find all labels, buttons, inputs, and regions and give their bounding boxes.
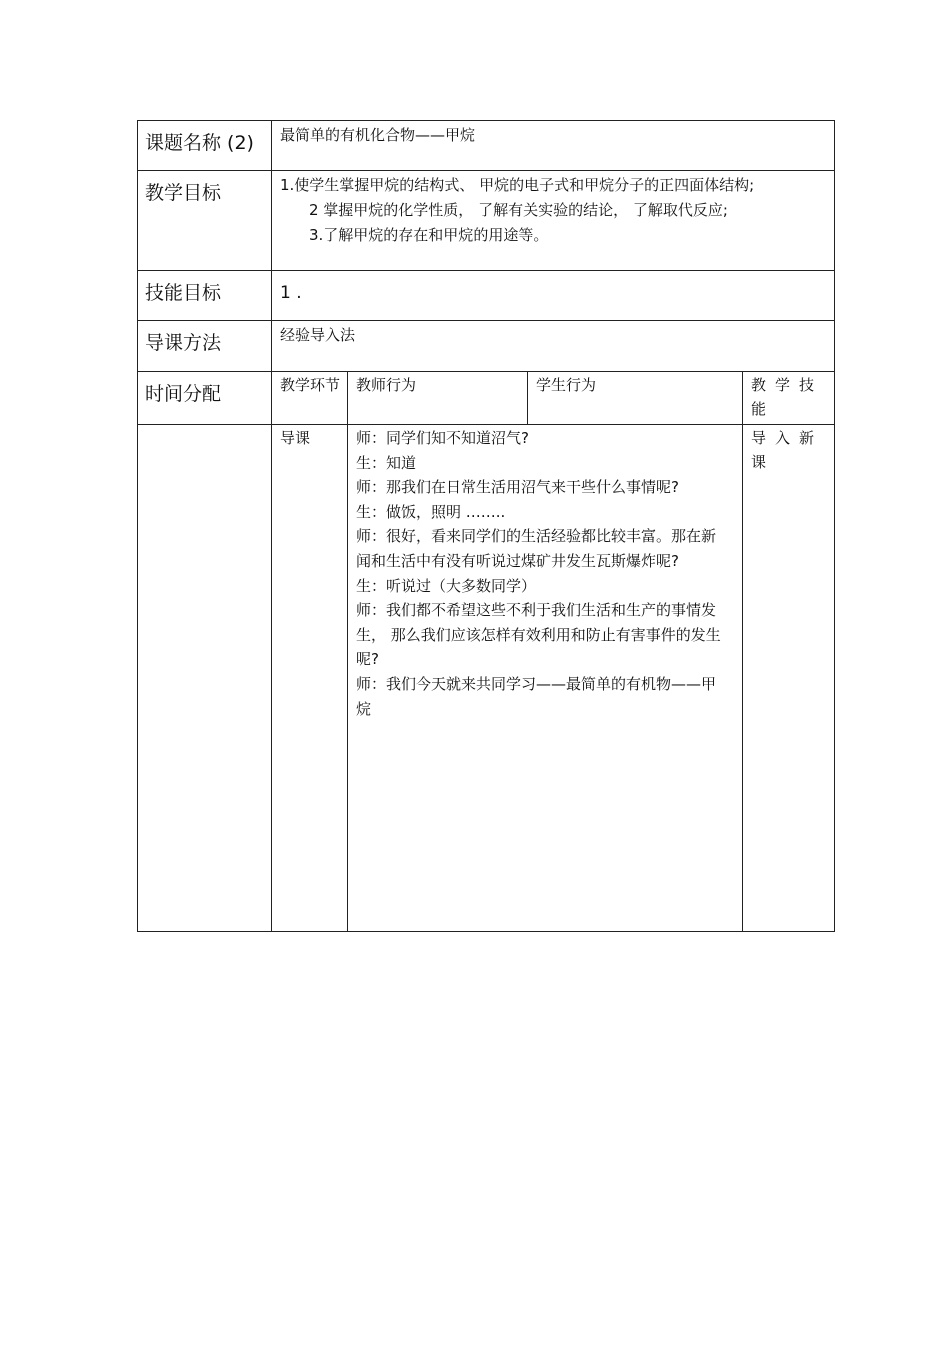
time-label: 时间分配 xyxy=(138,372,272,425)
dialogue-line: 生：知道 xyxy=(356,453,417,472)
activity-time-cell xyxy=(138,425,272,932)
row-time-headers xyxy=(138,372,835,425)
dialogue-line: 生：听说过（大多数同学） xyxy=(356,576,537,595)
header-stage: 教学环节 xyxy=(272,372,348,425)
skill-goal-value: 1 . xyxy=(272,271,835,321)
dialogue-line: 师：我们今天就来共同学习——最简单的有机物——甲烷 xyxy=(356,674,717,718)
dialogue-line: 生：做饭，照明 …….. xyxy=(356,502,506,521)
dialogue-line: 师：同学们知不知道沼气? xyxy=(356,429,529,447)
activity-skill: 导入新课 xyxy=(743,425,835,932)
activity-stage: 导课 xyxy=(272,425,348,932)
dialogue-line: 师：很好，看来同学们的生活经验都比较丰富。那在新闻和生活中有没有听说过煤矿井发生瓦斯爆炸呢? xyxy=(356,527,717,570)
goal-line-2: 2 掌握甲烷的化学性质， 了解有关实验的结论， 了解取代反应; xyxy=(309,201,728,219)
goal-line-1: 1.使学生掌握甲烷的结构式、 甲烷的电子式和甲烷分子的正四面体结构; xyxy=(280,176,755,194)
title-label: 课题名称 (2) xyxy=(138,121,272,171)
dialogue-line: 师：那我们在日常生活用沼气来干些什么事情呢? xyxy=(356,478,679,497)
header-student: 学生行为 xyxy=(528,372,743,425)
row-teaching-goal xyxy=(138,171,835,271)
dialogue-line: 师：我们都不希望这些不利于我们生活和生产的事情发生， 那么我们应该怎样有效利用和防止有害事件的发生呢? xyxy=(356,601,721,669)
header-teacher: 教师行为 xyxy=(348,372,528,425)
teaching-goal-value xyxy=(272,171,835,271)
row-method xyxy=(138,321,835,372)
goal-line-3: 3.了解甲烷的存在和甲烷的用途等。 xyxy=(309,226,549,244)
activity-dialogue xyxy=(348,425,743,932)
row-activity xyxy=(138,425,835,932)
lesson-plan-table xyxy=(137,120,835,932)
skill-goal-label: 技能目标 xyxy=(138,271,272,321)
row-title xyxy=(138,121,835,171)
header-skill: 教学技能 xyxy=(743,372,835,425)
row-skill-goal xyxy=(138,271,835,321)
teaching-goal-label: 教学目标 xyxy=(138,171,272,271)
method-value: 经验导入法 xyxy=(272,321,835,372)
title-value: 最简单的有机化合物——甲烷 xyxy=(272,121,835,171)
method-label: 导课方法 xyxy=(138,321,272,372)
